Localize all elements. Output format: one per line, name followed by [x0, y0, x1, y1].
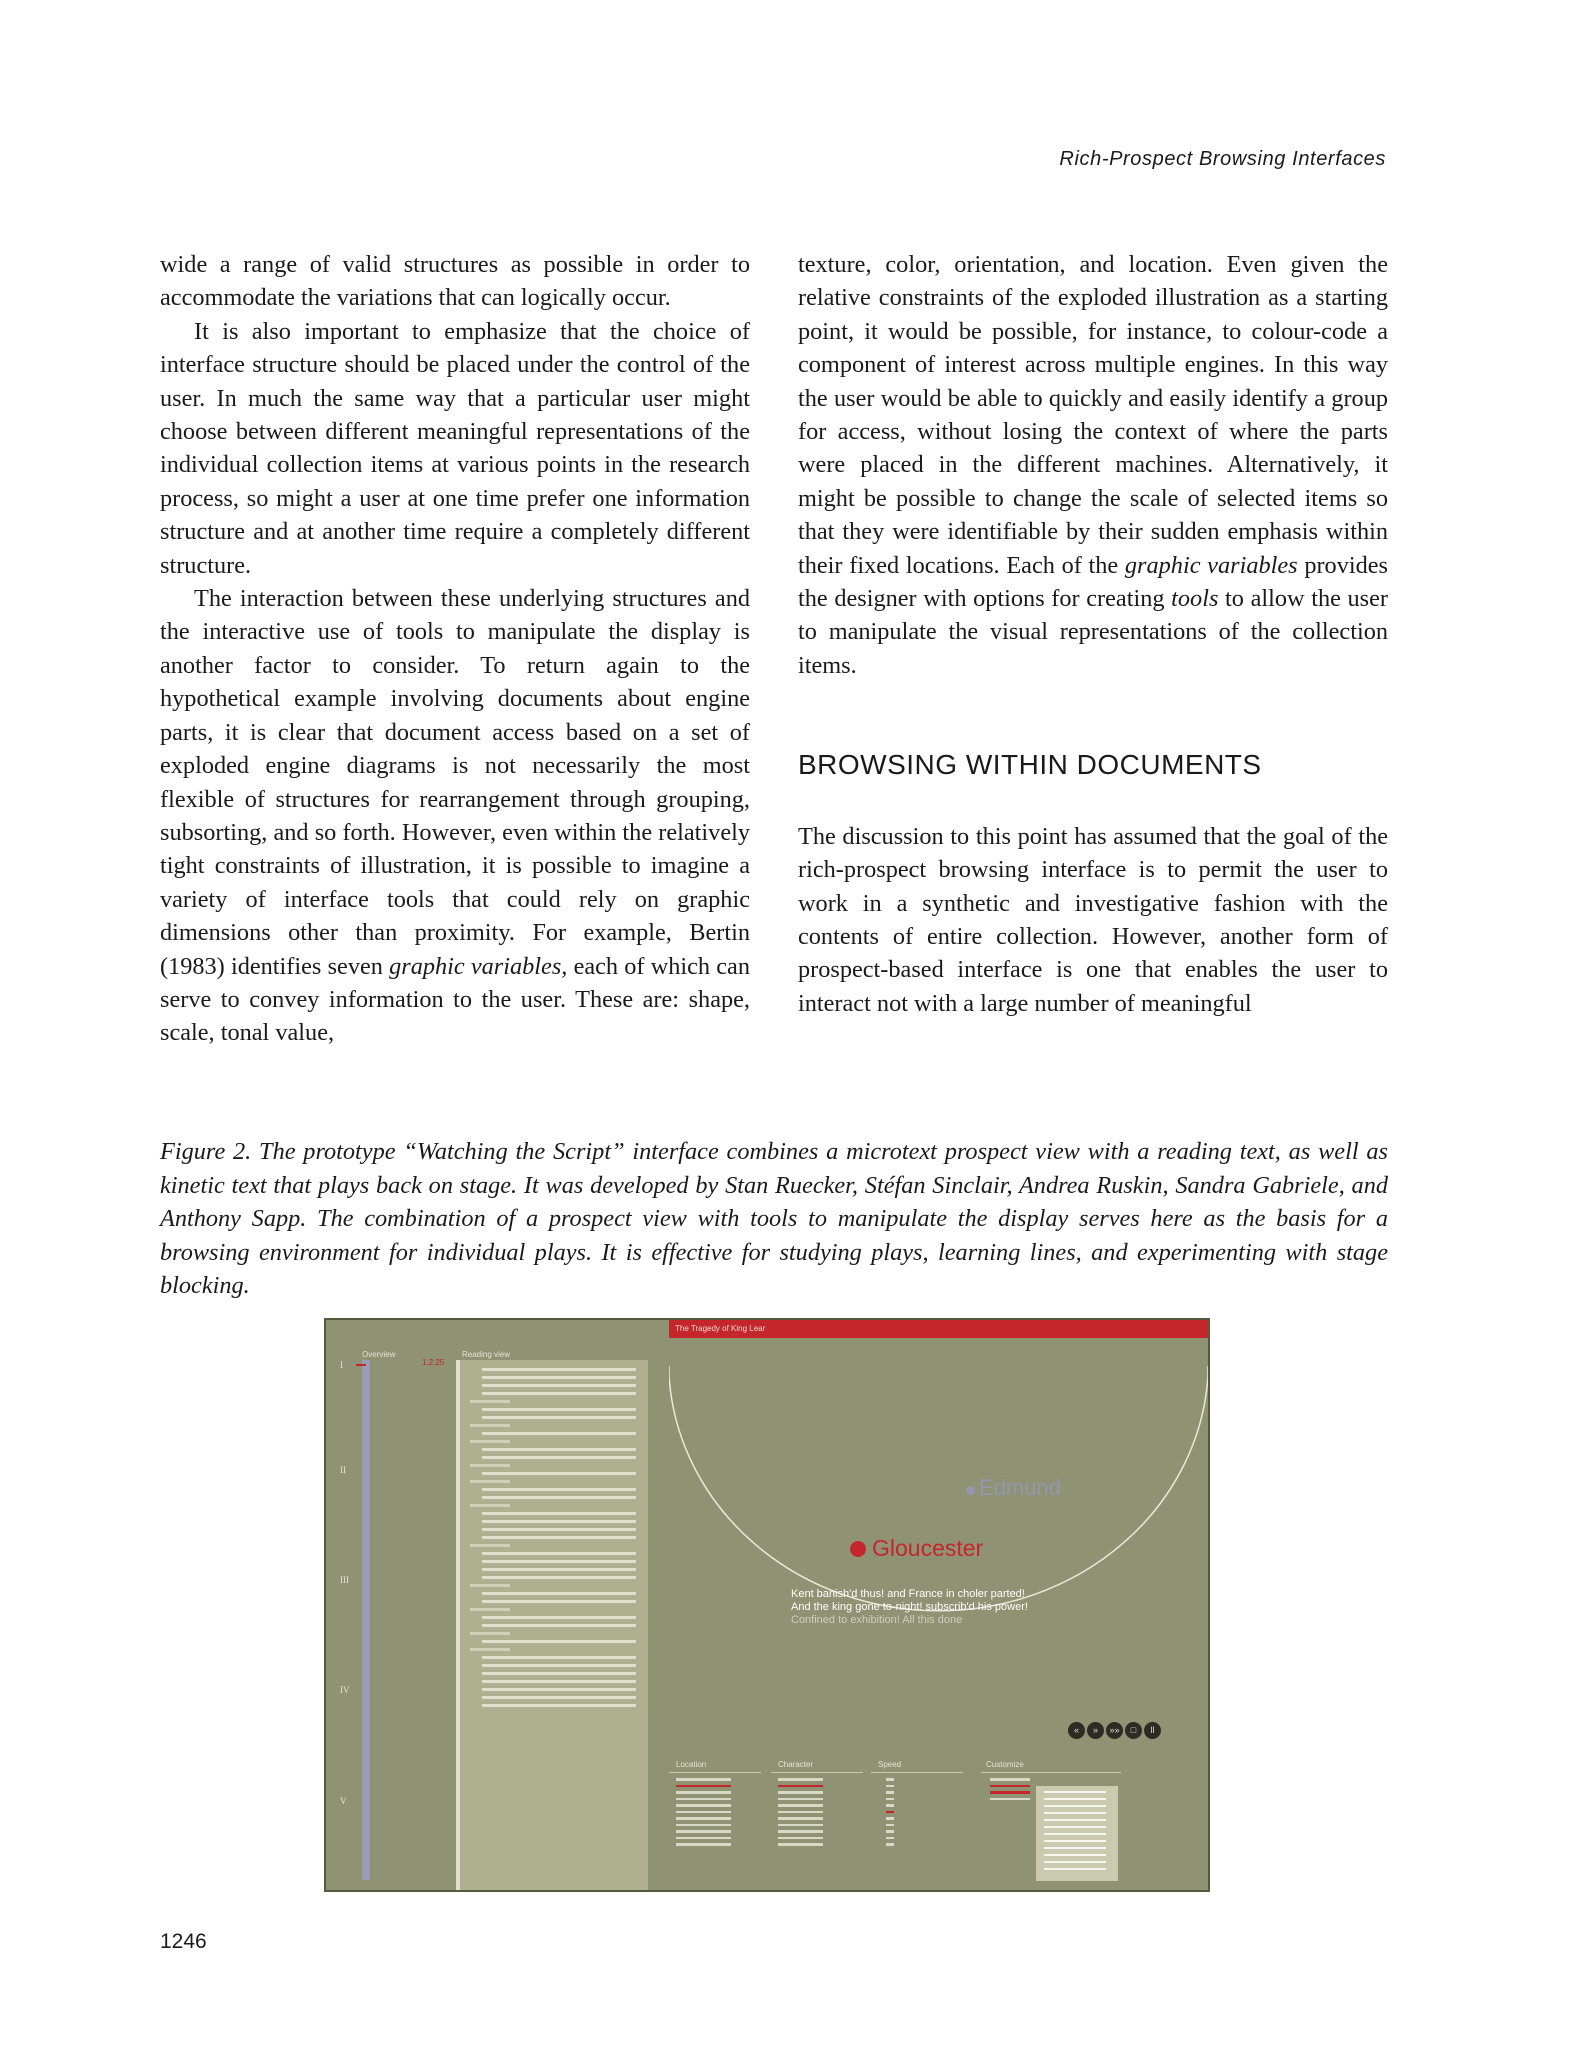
playback-controls — [1068, 1720, 1163, 1739]
speed-panel-label: Speed — [878, 1760, 902, 1769]
location-panel-label: Location — [676, 1760, 707, 1769]
position-marker-label: 1.2.25 — [422, 1358, 445, 1367]
character-marker-icon — [966, 1486, 975, 1495]
customize-options-box[interactable] — [1036, 1786, 1118, 1881]
running-head: Rich-Prospect Browsing Interfaces — [1059, 148, 1386, 170]
character-list[interactable] — [778, 1778, 823, 1850]
overview-label: Overview — [362, 1350, 396, 1359]
act-label: II — [340, 1465, 346, 1475]
kinetic-text: Kent banish'd thus! and France in choler parted! And the king gone to-night! subscrib'd his power! Confined to exhibition! All this done — [791, 1588, 1028, 1626]
figure-title-bar — [669, 1320, 1208, 1338]
left-paragraph-1: wide a range of valid structures as possible in order to accommodate the variations that can logically occur. — [160, 251, 750, 312]
speed-list[interactable] — [886, 1778, 894, 1850]
section-heading: BROWSING WITHIN DOCUMENTS — [798, 749, 1262, 781]
reading-view-pane — [456, 1360, 648, 1892]
figure-title: The Tragedy of King Lear — [675, 1324, 766, 1333]
page-number: 1246 — [160, 1930, 207, 1953]
position-marker — [356, 1364, 366, 1366]
customize-list[interactable] — [990, 1778, 1030, 1804]
overview-bar — [362, 1360, 370, 1880]
character-panel-label: Character — [778, 1760, 814, 1769]
act-label: IV — [340, 1685, 350, 1695]
left-paragraph-2: It is also important to emphasize that the choice of interface structure should be placed under the control of the user. In much the same way that a particular user might choose between different meaningful representations of the individual collection items at various points in the research process, so might a user at one time prefer one information structure and at another time require a completely different structure. — [160, 317, 750, 579]
right-column — [798, 248, 1388, 1020]
location-list[interactable] — [676, 1778, 731, 1850]
figure-screenshot — [324, 1318, 1210, 1892]
character-marker-icon — [850, 1541, 866, 1557]
right-paragraph-2: The discussion to this point has assumed that the goal of the rich-prospect browsing interface is to permit the user to work in a synthetic and investigative fashion with the contents of entire collection. However, another form of prospect-based interface is one that enables the user to interact not with a large number of meaningful — [798, 822, 1388, 1017]
customize-panel-label: Customize — [986, 1760, 1024, 1769]
fast-forward-button[interactable]: »» — [1106, 1722, 1123, 1739]
figure-caption: Figure 2. The prototype “Watching the Script” interface combines a microtext prospect view with a reading text, as well as kinetic text that plays back on stage. It was developed by Stan Ruecker, Stéfan Sinclair, Andrea Ruskin, Sandra Gabriele, and Anthony Sapp. The combination of a prospect view with tools to manipulate the display serves here as the basis for a browsing environment for individual plays. It is effective for studying plays, learning lines, and experimenting with stage blocking. — [160, 1138, 1388, 1299]
act-label: V — [340, 1796, 347, 1806]
pause-button[interactable]: ll — [1144, 1722, 1161, 1739]
stop-button[interactable]: □ — [1125, 1722, 1142, 1739]
character-gloucester[interactable]: Gloucester — [850, 1535, 983, 1562]
character-edmund[interactable]: Edmund — [966, 1475, 1061, 1501]
right-paragraph-1: texture, color, orientation, and location. Even given the relative constraints of the exploded illustration as a starting point, it would be possible, for instance, to colour-code a component of interest across multiple engines. In this way the user would be able to quickly and easily identify a group for access, without losing the context of where the parts were placed in the different machines. Alternatively, it might be possible to change the scale of selected items so that they were identifiable by their sudden emphasis within their fixed locations. Each of the graphic variables provides the designer with options for creating tools to allow the user to manipulate the visual representations of the collection items. — [798, 251, 1388, 679]
reading-view-label: Reading view — [462, 1350, 511, 1359]
stage-arc — [669, 1366, 1208, 1626]
act-label: I — [340, 1360, 343, 1370]
left-column — [160, 248, 750, 1050]
act-label: III — [340, 1575, 349, 1585]
left-paragraph-3: The interaction between these underlying structures and the interactive use of tools to manipulate the display is another factor to consider. To return again to the hypothetical example involving documents about engine parts, it is clear that document access based on a set of exploded engine diagrams is not necessarily the most flexible of structures for rearrangement through grouping, subsorting, and so forth. However, even within the relatively tight constraints of illustration, it is possible to imagine a variety of interface tools that could rely on graphic dimensions other than proximity. For example, Bertin (1983) identifies seven graphic variables, each of which can serve to convey information to the user. These are: shape, scale, tonal value, — [160, 585, 750, 1047]
play-button[interactable]: » — [1087, 1722, 1104, 1739]
rewind-button[interactable]: « — [1068, 1722, 1085, 1739]
